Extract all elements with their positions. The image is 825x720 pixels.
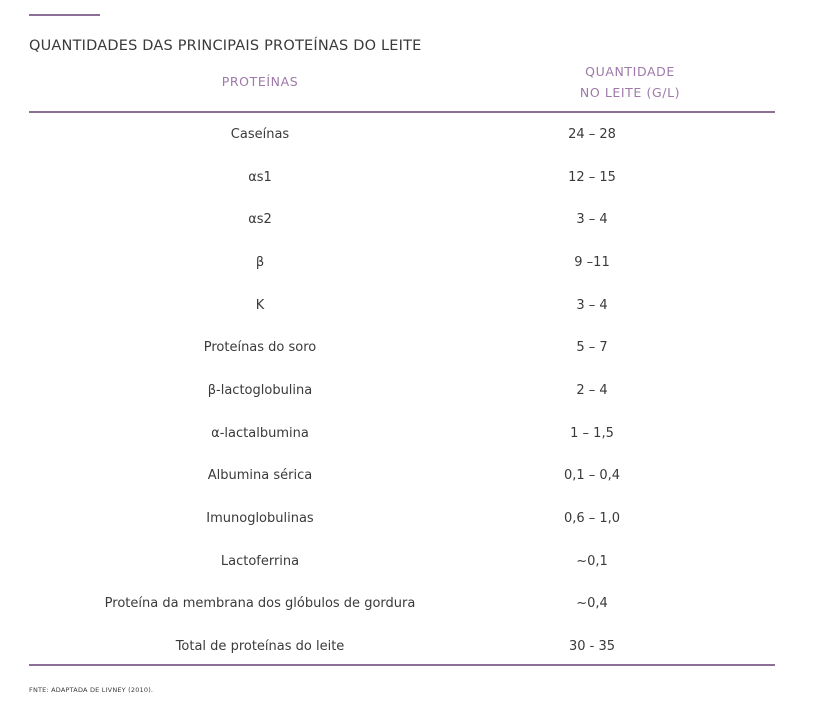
protein-name: Proteína da membrana dos glóbulos de gordura — [104, 596, 416, 612]
column-header-quantity-line2: NO LEITE (G/L) — [579, 85, 681, 100]
decorative-top-rule — [29, 14, 100, 16]
protein-name: Imunoglobulinas — [206, 511, 314, 527]
table-row — [29, 284, 775, 327]
protein-quantity: 12 – 15 — [568, 169, 616, 185]
protein-quantity: 0,6 – 1,0 — [563, 511, 621, 527]
protein-quantity: ~0,1 — [576, 553, 608, 569]
column-header-proteins — [180, 71, 340, 92]
protein-name: Caseínas — [230, 126, 290, 142]
protein-name: αs1 — [248, 169, 272, 185]
protein-name: Albumina sérica — [207, 468, 313, 484]
table-body — [29, 113, 775, 668]
table-row — [29, 198, 775, 241]
protein-quantity: ~0,4 — [576, 596, 608, 612]
protein-quantity: 3 – 4 — [576, 212, 608, 228]
protein-quantity: 3 – 4 — [576, 297, 608, 313]
table-row — [29, 412, 775, 455]
table-title: QUANTIDADES DAS PRINCIPAIS PROTEÍNAS DO LEITE — [29, 38, 422, 54]
protein-quantity: 0,1 – 0,4 — [563, 468, 621, 484]
column-header-quantity — [540, 61, 720, 103]
table-row — [29, 540, 775, 583]
protein-name: β — [255, 254, 265, 270]
table-row — [29, 156, 775, 199]
protein-name: Lactoferrina — [220, 553, 300, 569]
table-row — [29, 326, 775, 369]
protein-quantity: 9 –11 — [574, 254, 610, 270]
protein-quantity: 24 – 28 — [568, 126, 616, 142]
protein-name: Κ — [255, 297, 265, 313]
protein-name: β-lactoglobulina — [207, 382, 313, 398]
source-note: FNTE: ADAPTADA DE LIVNEY (2010). — [29, 686, 154, 694]
table-row-total — [29, 625, 775, 668]
table-row — [29, 369, 775, 412]
protein-name: Total de proteínas do leite — [175, 639, 345, 655]
column-header-proteins-label: PROTEÍNAS — [221, 74, 299, 89]
column-header-quantity-line1: QUANTIDADE — [585, 64, 675, 79]
protein-quantity: 2 – 4 — [576, 382, 608, 398]
table-row — [29, 583, 775, 626]
table-row — [29, 241, 775, 284]
protein-name: Proteínas do soro — [203, 340, 317, 356]
protein-quantity: 1 – 1,5 — [570, 425, 614, 441]
protein-name: α-lactalbumina — [211, 425, 309, 441]
protein-quantity: 5 – 7 — [576, 340, 608, 356]
table-row — [29, 497, 775, 540]
protein-name: αs2 — [248, 212, 272, 228]
footer-divider — [29, 664, 775, 666]
table-row — [29, 455, 775, 498]
table-row — [29, 113, 775, 156]
protein-quantity: 30 - 35 — [568, 639, 616, 655]
